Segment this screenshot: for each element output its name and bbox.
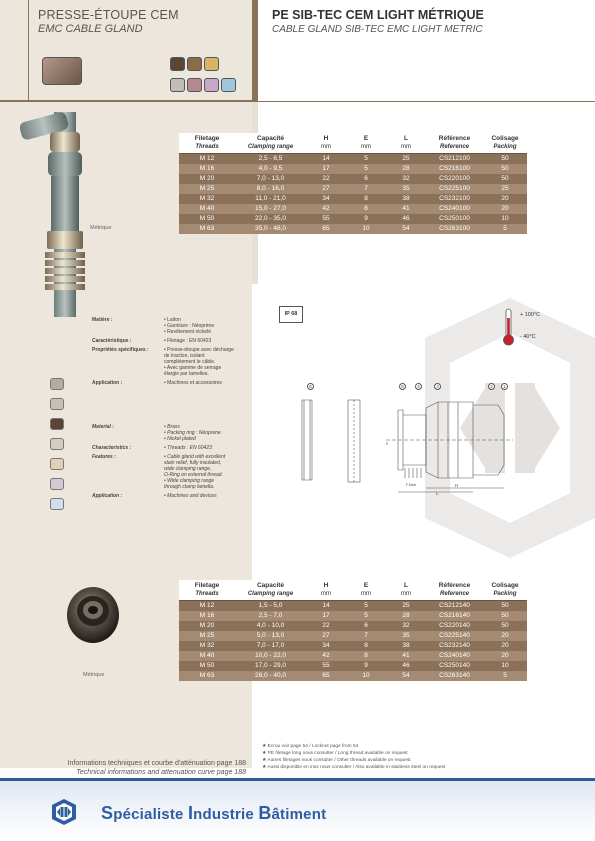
- cell-reference: CS240140: [426, 651, 483, 661]
- cell-packing: 20: [483, 204, 527, 214]
- cell-thread: M 25: [179, 631, 235, 641]
- finish-swatch: [50, 438, 64, 450]
- col-threads: Filetage Threads: [179, 580, 235, 601]
- cell-h: 65: [306, 671, 346, 681]
- cell-l: 35: [386, 184, 426, 194]
- cell-l: 38: [386, 194, 426, 204]
- cell-e: 5: [346, 601, 386, 612]
- property-row: [92, 338, 244, 344]
- cell-e: 8: [346, 651, 386, 661]
- cell-clamping: 17,0 - 29,0: [235, 661, 306, 671]
- cell-l: 54: [386, 671, 426, 681]
- cell-clamping: 1,5 - 5,0: [235, 601, 306, 612]
- cell-thread: M 16: [179, 611, 235, 621]
- property-line: complètement le câble.: [164, 359, 216, 365]
- slogan-word: pécialiste: [113, 806, 188, 823]
- property-line: • Brass: [164, 424, 180, 430]
- cell-thread: M 40: [179, 651, 235, 661]
- table-row: [179, 214, 527, 224]
- technical-drawing: [298, 380, 528, 500]
- cell-reference: CS263100: [426, 224, 483, 234]
- property-line: • Cable gland with excellent: [164, 454, 226, 460]
- cell-h: 42: [306, 651, 346, 661]
- svg-text:F.Maxi: F.Maxi: [406, 483, 417, 487]
- table-row: [179, 661, 527, 671]
- col-reference: Référence Reference: [426, 133, 483, 154]
- cell-h: 22: [306, 174, 346, 184]
- technical-info-en: Technical informations and attenuation curve page 188: [76, 769, 246, 776]
- property-key: Matière :: [92, 317, 113, 323]
- cell-packing: 5: [483, 671, 527, 681]
- cell-clamping: 4,0 - 9,5: [235, 164, 306, 174]
- property-value: [164, 424, 244, 442]
- cell-packing: 50: [483, 601, 527, 612]
- cell-h: 27: [306, 631, 346, 641]
- property-value: [164, 493, 244, 499]
- cell-h: 27: [306, 184, 346, 194]
- color-swatch: [170, 78, 185, 92]
- property-value: [164, 347, 244, 377]
- cell-reference: CS250100: [426, 214, 483, 224]
- footnote: ★ PE filetage long nous consulter / Long thread available on request: [262, 751, 408, 756]
- metric-label-2: Métrique: [83, 672, 105, 678]
- table-row: [179, 184, 527, 194]
- property-line: • Machines et accessoires: [164, 380, 222, 386]
- cell-thread: M 63: [179, 671, 235, 681]
- cell-l: 28: [386, 611, 426, 621]
- cell-thread: M 32: [179, 641, 235, 651]
- property-line: • Revêtement nickelé: [164, 329, 212, 335]
- table-row: [179, 174, 527, 184]
- drawing-callout-n1: 1: [501, 383, 508, 390]
- cell-l: 54: [386, 224, 426, 234]
- col-packing: Colisage Packing: [483, 133, 527, 154]
- finish-swatch: [50, 418, 64, 430]
- cell-clamping: 7,0 - 17,0: [235, 641, 306, 651]
- footnote: ★ Autres filetages nous consulter / Other threads available on request: [262, 758, 411, 763]
- cell-e: 8: [346, 204, 386, 214]
- property-line: • Nickel plated: [164, 436, 196, 442]
- cell-h: 42: [306, 204, 346, 214]
- property-line: • Machines and devices: [164, 493, 217, 499]
- slogan-initial: I: [187, 803, 194, 823]
- cell-e: 5: [346, 164, 386, 174]
- technical-info: [68, 759, 246, 777]
- cell-packing: 5: [483, 224, 527, 234]
- property-key: Material :: [92, 424, 114, 430]
- sib-logo-icon: [50, 798, 78, 826]
- table-row: [179, 204, 527, 214]
- cell-h: 65: [306, 224, 346, 234]
- cell-packing: 50: [483, 621, 527, 631]
- property-line: • Laiton: [164, 317, 181, 323]
- property-key: Features :: [92, 454, 116, 460]
- cell-l: 32: [386, 174, 426, 184]
- cell-thread: M 25: [179, 184, 235, 194]
- color-swatch: [204, 78, 219, 92]
- page-subtitle: CABLE GLAND SIB-TEC EMC LIGHT METRIC: [272, 24, 483, 35]
- property-value: [164, 380, 244, 386]
- cell-packing: 20: [483, 194, 527, 204]
- table-row: [179, 194, 527, 204]
- col-threads: Filetage Threads: [179, 133, 235, 154]
- cell-reference: CS232140: [426, 641, 483, 651]
- cell-packing: 50: [483, 174, 527, 184]
- color-swatch: [187, 57, 202, 71]
- cell-e: 7: [346, 631, 386, 641]
- finish-swatch: [50, 478, 64, 490]
- properties-en: [92, 424, 244, 502]
- cell-h: 22: [306, 621, 346, 631]
- footnote: ★ Aussi disponible en inox nous consulter / Also available in stainless steel on request: [262, 765, 446, 770]
- col-clamping: Capacité Clamping range: [235, 580, 306, 601]
- col-l: L mm: [386, 133, 426, 154]
- table-row: [179, 621, 527, 631]
- slogan-initial: S: [101, 803, 114, 823]
- property-row: [92, 454, 244, 490]
- cell-reference: CS220100: [426, 174, 483, 184]
- footnote: ★ Ecrou voir page 54 / Locknut page from 54: [262, 744, 359, 749]
- col-l: L mm: [386, 580, 426, 601]
- spec-table-2: [179, 580, 527, 681]
- drawing-callout-n2: 2: [488, 383, 495, 390]
- temp-min: - 40°C: [520, 334, 536, 340]
- cell-thread: M 12: [179, 601, 235, 612]
- cell-packing: 50: [483, 611, 527, 621]
- col-reference: Référence Reference: [426, 580, 483, 601]
- cell-reference: CS216100: [426, 164, 483, 174]
- finish-swatch: [50, 498, 64, 510]
- drawing-callout-l: L: [436, 491, 439, 496]
- product-category: [38, 8, 179, 35]
- category-subtitle: EMC CABLE GLAND: [38, 23, 143, 35]
- cell-e: 8: [346, 194, 386, 204]
- cell-l: 25: [386, 154, 426, 165]
- category-title: PRESSE-ÉTOUPE CEM: [38, 8, 179, 22]
- property-key: Caractéristique :: [92, 338, 132, 344]
- cell-e: 5: [346, 611, 386, 621]
- property-row: [92, 380, 244, 386]
- cell-e: 9: [346, 214, 386, 224]
- cell-reference: CS212140: [426, 601, 483, 612]
- slogan-word: ndustrie: [193, 806, 259, 823]
- property-key: Application :: [92, 380, 123, 386]
- slogan-word: âtiment: [271, 806, 327, 823]
- table-row: [179, 631, 527, 641]
- cell-reference: CS240100: [426, 204, 483, 214]
- drawing-callout-n5: 5: [399, 383, 406, 390]
- property-row: [92, 347, 244, 377]
- cell-reference: CS212100: [426, 154, 483, 165]
- cell-clamping: 28,0 - 40,0: [235, 671, 306, 681]
- cell-l: 46: [386, 661, 426, 671]
- property-line: wide clamping range,: [164, 466, 212, 472]
- footer-brand-slogan: [101, 803, 326, 824]
- drawing-callout-n4: 4: [415, 383, 422, 390]
- cell-reference: CS232100: [426, 194, 483, 204]
- cell-thread: M 32: [179, 194, 235, 204]
- cell-clamping: 5,0 - 13,0: [235, 631, 306, 641]
- cell-h: 17: [306, 611, 346, 621]
- cell-thread: M 50: [179, 661, 235, 671]
- divider: [28, 0, 29, 100]
- col-clamping: Capacité Clamping range: [235, 133, 306, 154]
- col-e: E mm: [346, 580, 386, 601]
- cell-e: 6: [346, 174, 386, 184]
- cell-l: 35: [386, 631, 426, 641]
- drawing-callout-n3: 3: [434, 383, 441, 390]
- cell-clamping: 2,5 - 7,0: [235, 611, 306, 621]
- table-row: [179, 154, 527, 165]
- cell-l: 32: [386, 621, 426, 631]
- cell-h: 14: [306, 154, 346, 165]
- property-line: de traction, isolant: [164, 353, 205, 359]
- property-line: • Presse-étoupe avec décharge: [164, 347, 234, 353]
- cell-e: 10: [346, 224, 386, 234]
- divider: [0, 100, 252, 102]
- property-value: [164, 338, 244, 344]
- technical-info-fr: Informations techniques et courbe d'atténuation page 188: [67, 760, 246, 767]
- property-row: [92, 317, 244, 335]
- cell-packing: 20: [483, 651, 527, 661]
- cell-e: 10: [346, 671, 386, 681]
- cell-h: 55: [306, 661, 346, 671]
- cell-e: 5: [346, 154, 386, 165]
- property-line: • Filetage : EN 60423: [164, 338, 212, 344]
- product-photo-gland: [20, 112, 120, 317]
- cell-thread: M 16: [179, 164, 235, 174]
- col-h: H mm: [306, 133, 346, 154]
- cell-h: 17: [306, 164, 346, 174]
- cell-h: 34: [306, 641, 346, 651]
- finish-swatch: [50, 458, 64, 470]
- property-value: [164, 317, 244, 335]
- temp-max: + 100°C: [520, 312, 541, 318]
- product-name: [272, 8, 484, 35]
- cell-clamping: 8,0 - 16,0: [235, 184, 306, 194]
- color-swatch: [221, 78, 236, 92]
- col-e: E mm: [346, 133, 386, 154]
- property-line: • Garniture : Néoprène: [164, 323, 215, 329]
- cell-clamping: 15,0 - 27,0: [235, 204, 306, 214]
- cell-l: 41: [386, 204, 426, 214]
- drawing-callout-n6: 6: [307, 383, 314, 390]
- cell-packing: 20: [483, 631, 527, 641]
- cell-clamping: 4,0 - 10,0: [235, 621, 306, 631]
- property-key: Propriétés spécifiques :: [92, 347, 149, 353]
- cell-l: 25: [386, 601, 426, 612]
- footnotes: [262, 743, 445, 771]
- cell-l: 46: [386, 214, 426, 224]
- property-line: O-Ring on external thread.: [164, 472, 223, 478]
- svg-text:E: E: [386, 442, 389, 446]
- table-row: [179, 671, 527, 681]
- property-value: [164, 445, 244, 451]
- cell-packing: 20: [483, 641, 527, 651]
- drawing-callout-h: H: [455, 483, 459, 488]
- color-swatch-selected: [42, 57, 82, 85]
- cell-clamping: 2,5 - 6,5: [235, 154, 306, 165]
- color-swatch: [170, 57, 185, 71]
- table-row: [179, 641, 527, 651]
- cell-packing: 25: [483, 184, 527, 194]
- metric-label: Métrique: [90, 225, 112, 231]
- property-row: [92, 424, 244, 442]
- color-swatch: [204, 57, 219, 71]
- cell-e: 8: [346, 641, 386, 651]
- spec-table-1: [179, 133, 527, 234]
- cell-packing: 50: [483, 164, 527, 174]
- property-line: • Avec gamme de serrage: [164, 365, 222, 371]
- divider: [258, 101, 595, 102]
- cell-reference: CS216140: [426, 611, 483, 621]
- cell-clamping: 35,0 - 48,0: [235, 224, 306, 234]
- property-value: [164, 454, 244, 490]
- col-h: H mm: [306, 580, 346, 601]
- col-packing: Colisage Packing: [483, 580, 527, 601]
- property-line: stain relief, fully insulated,: [164, 460, 222, 466]
- cell-thread: M 12: [179, 154, 235, 165]
- table-row: [179, 651, 527, 661]
- ip-rating-badge: IP 68: [279, 306, 303, 323]
- cell-packing: 50: [483, 154, 527, 165]
- property-line: through clamp lamella.: [164, 484, 215, 490]
- page-title: PE SIB-TEC CEM LIGHT MÉTRIQUE: [272, 8, 484, 22]
- cell-e: 9: [346, 661, 386, 671]
- property-line: • Packing ring : Néoprene: [164, 430, 221, 436]
- cell-packing: 10: [483, 661, 527, 671]
- table-row: [179, 224, 527, 234]
- finish-swatch: [50, 378, 64, 390]
- product-photo-locknut: [65, 585, 121, 647]
- cell-thread: M 20: [179, 621, 235, 631]
- cell-clamping: 7,0 - 13,0: [235, 174, 306, 184]
- cell-e: 7: [346, 184, 386, 194]
- cell-e: 6: [346, 621, 386, 631]
- property-key: Application :: [92, 493, 123, 499]
- slogan-initial: B: [258, 803, 272, 823]
- property-line: • Wide clamping range: [164, 478, 215, 484]
- table-row: [179, 601, 527, 612]
- property-row: [92, 493, 244, 499]
- properties-fr: [92, 317, 244, 389]
- property-row: [92, 445, 244, 451]
- cell-reference: CS250140: [426, 661, 483, 671]
- cell-packing: 10: [483, 214, 527, 224]
- cell-h: 34: [306, 194, 346, 204]
- table-row: [179, 611, 527, 621]
- cell-reference: CS263140: [426, 671, 483, 681]
- cell-h: 55: [306, 214, 346, 224]
- cell-clamping: 10,0 - 22,0: [235, 651, 306, 661]
- property-line: • Threads : EN 60423: [164, 445, 212, 451]
- table-row: [179, 164, 527, 174]
- cell-reference: CS225140: [426, 631, 483, 641]
- finish-swatch: [50, 398, 64, 410]
- cell-l: 28: [386, 164, 426, 174]
- cell-l: 38: [386, 641, 426, 651]
- color-swatch: [187, 78, 202, 92]
- cell-h: 14: [306, 601, 346, 612]
- cell-thread: M 50: [179, 214, 235, 224]
- property-line: élargie par lamelles.: [164, 371, 209, 377]
- cell-clamping: 11,0 - 21,0: [235, 194, 306, 204]
- cell-reference: CS220140: [426, 621, 483, 631]
- cell-thread: M 20: [179, 174, 235, 184]
- cell-l: 41: [386, 651, 426, 661]
- cell-thread: M 63: [179, 224, 235, 234]
- divider: [252, 0, 258, 102]
- cell-clamping: 22,0 - 35,0: [235, 214, 306, 224]
- cell-reference: CS225100: [426, 184, 483, 194]
- cell-thread: M 40: [179, 204, 235, 214]
- property-key: Characteristics :: [92, 445, 132, 451]
